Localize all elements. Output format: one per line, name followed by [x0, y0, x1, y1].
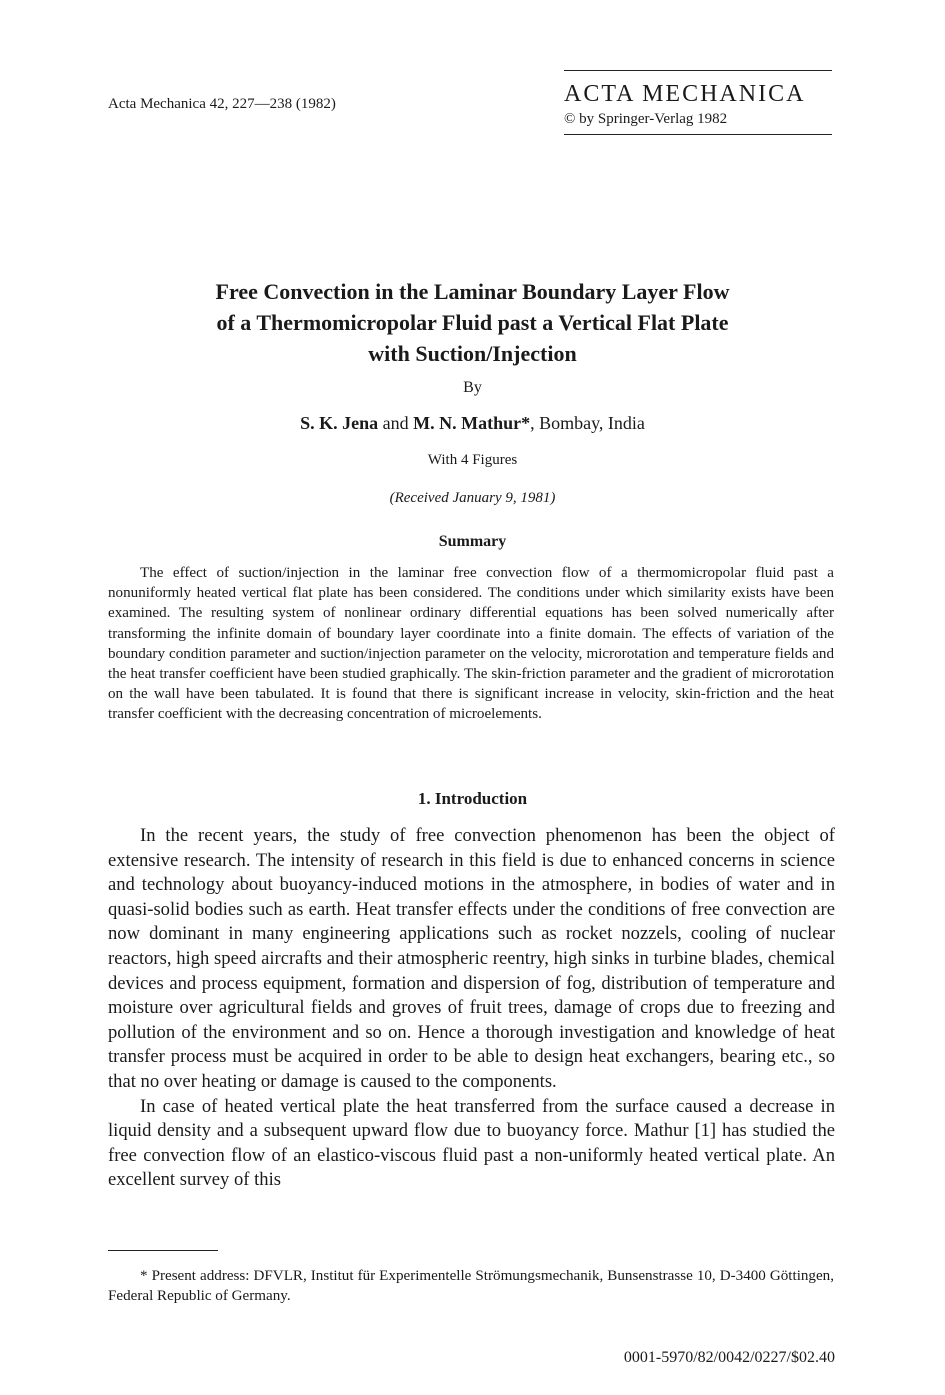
author-1: S. K. Jena [300, 413, 379, 433]
price-code: 0001-5970/82/0042/0227/$02.40 [623, 1349, 835, 1366]
summary-text: The effect of suction/injection in the laminar free convection flow of a thermomicropolar fluid past a nonuniformly heated vertical flat plate has been considered. The conditions under which similarity exists have been examined. The resulting system of nonlinear ordinary differential equations has been solved numerically after transforming the infinite domain of boundary layer coordinate into a finite domain. The effects of variation of the boundary condition parameter and suction/injection parameter on the velocity, microrotation and temperature fields and the heat transfer coefficient have been studied graphically. The skin-friction parameter and the gradient of microrotation on the wall have been tabulated. It is found that there is significant increase in velocity, skin-friction and the heat transfer coefficient with the decreasing concentration of microelements. [108, 565, 834, 723]
author-conjunction: and [382, 413, 409, 433]
journal-masthead [564, 70, 832, 135]
title-line-2: of a Thermomicropolar Fluid past a Vertical Flat Plate [216, 310, 729, 335]
introduction-body [108, 824, 835, 1193]
summary-heading: Summary [438, 533, 507, 550]
introduction-heading: 1. Introduction [417, 789, 528, 808]
journal-citation: Acta Mechanica 42, 227—238 (1982) [108, 96, 336, 112]
footnote: * Present address: DFVLR, Institut für Experimentelle Strömungsmechanik, Bunsenstrasse 10, D-3400 Göttingen, Federal Republic of Germany. [108, 1268, 834, 1304]
title-line-1: Free Convection in the Laminar Boundary Layer Flow [215, 279, 730, 304]
article-title [100, 276, 845, 369]
journal-name: ACTA MECHANICA [564, 81, 806, 107]
copyright-notice: © by Springer-Verlag 1982 [564, 111, 728, 127]
author-2: M. N. Mathur* [413, 413, 531, 433]
figure-count: With 4 Figures [427, 452, 518, 468]
author-line [0, 413, 945, 434]
intro-paragraph-1: In the recent years, the study of free convection phenomenon has been the object of extensive research. The intensity of research in this field is due to enhanced concerns in science and technology about buoyancy-induced motions in the atmosphere, in bodies of water and in quasi-solid bodies such as earth. Heat transfer effects under the conditions of free convection are now dominant in many engineering applications such as rocket nozzels, cooling of nuclear reactors, high speed aircrafts and their atmospheric reentry, high sinks in turbine blades, chemical devices and process equipment, formation and dispersion of fog, distribution of temperature and moisture over agricultural fields and groves of fruit trees, damage of crops due to freezing and pollution of the environment and so on. Hence a thorough investigation and knowledge of heat transfer process must be acquired in order to be able to design heat exchangers, bearing etc., so that no over heating or damage is caused to the components. [108, 825, 835, 1092]
footnote-divider [108, 1250, 218, 1251]
author-location: , Bombay, India [530, 413, 645, 433]
title-line-3: with Suction/Injection [368, 341, 577, 366]
intro-paragraph-2: In case of heated vertical plate the heat transferred from the surface caused a decrease in liquid density and a subsequent upward flow due to buoyancy force. Mathur [1] has studied the free convection flow of an elastico-viscous fluid past a non-uniformly heated vertical plate. An excellent survey of this [108, 1095, 835, 1191]
received-date: (Received January 9, 1981) [389, 490, 556, 506]
by-label: By [463, 379, 482, 396]
